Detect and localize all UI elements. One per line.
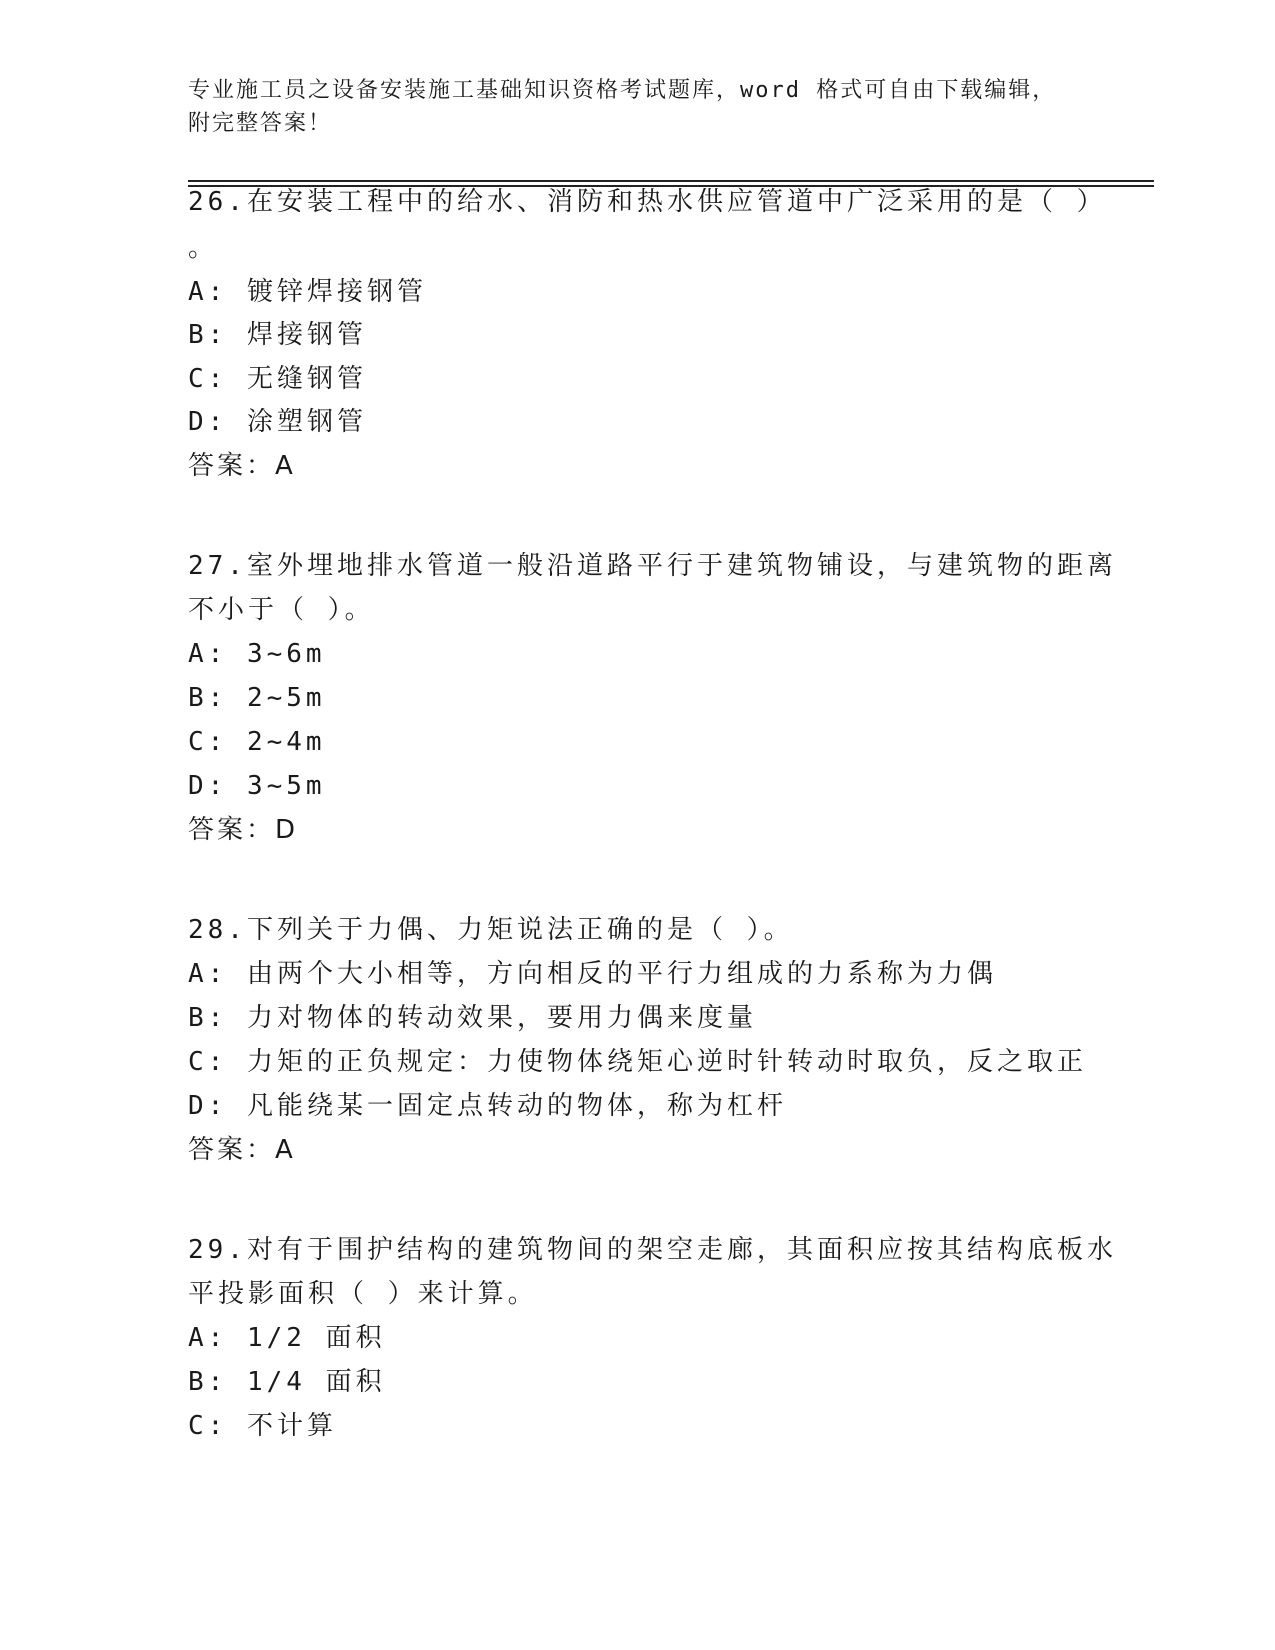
header-line-1: 专业施工员之设备安装施工基础知识资格考试题库，word 格式可自由下载编辑， — [188, 78, 1057, 103]
question-28-option-c: C: 力矩的正负规定：力使物体绕矩心逆时针转动时取负，反之取正 — [188, 1047, 1087, 1077]
question-27-option-a: A: 3~6m — [188, 639, 326, 669]
question-29-stem-line-2: 平投影面积（ ）来计算。 — [188, 1279, 538, 1309]
question-27-stem-line-2: 不小于（ ）。 — [188, 595, 375, 625]
question-28-answer: 答案：A — [188, 1135, 296, 1165]
question-26-stem-line-1: 26.在安装工程中的给水、消防和热水供应管道中广泛采用的是（ ） — [188, 187, 1107, 217]
question-27-stem-line-1: 27.室外埋地排水管道一般沿道路平行于建筑物铺设，与建筑物的距离 — [188, 551, 1117, 581]
header-line-2: 附完整答案！ — [188, 111, 333, 136]
question-26-option-a: A: 镀锌焊接钢管 — [188, 277, 427, 307]
question-28-stem-line-1: 28.下列关于力偶、力矩说法正确的是（ ）。 — [188, 915, 794, 945]
question-26-option-b: B: 焊接钢管 — [188, 320, 367, 350]
question-27-answer: 答案：D — [188, 815, 299, 845]
question-27-option-b: B: 2~5m — [188, 683, 326, 713]
question-26-answer: 答案：A — [188, 451, 296, 481]
question-27-option-d: D: 3~5m — [188, 771, 326, 801]
header-divider-top — [188, 180, 1154, 182]
question-26-option-d: D: 涂塑钢管 — [188, 407, 367, 437]
question-29-option-a: A: 1/2 面积 — [188, 1323, 386, 1353]
question-26-stem-line-2: 。 — [188, 233, 219, 263]
question-27-option-c: C: 2~4m — [188, 727, 326, 757]
question-29-option-c: C: 不计算 — [188, 1411, 337, 1441]
header-title — [188, 74, 1088, 140]
question-28-option-a: A: 由两个大小相等，方向相反的平行力组成的力系称为力偶 — [188, 959, 997, 989]
question-28-option-b: B: 力对物体的转动效果，要用力偶来度量 — [188, 1003, 757, 1033]
question-29-stem-line-1: 29.对有于围护结构的建筑物间的架空走廊，其面积应按其结构底板水 — [188, 1235, 1117, 1265]
question-26-option-c: C: 无缝钢管 — [188, 364, 367, 394]
question-28-option-d: D: 凡能绕某一固定点转动的物体，称为杠杆 — [188, 1091, 787, 1121]
question-29-option-b: B: 1/4 面积 — [188, 1367, 386, 1397]
